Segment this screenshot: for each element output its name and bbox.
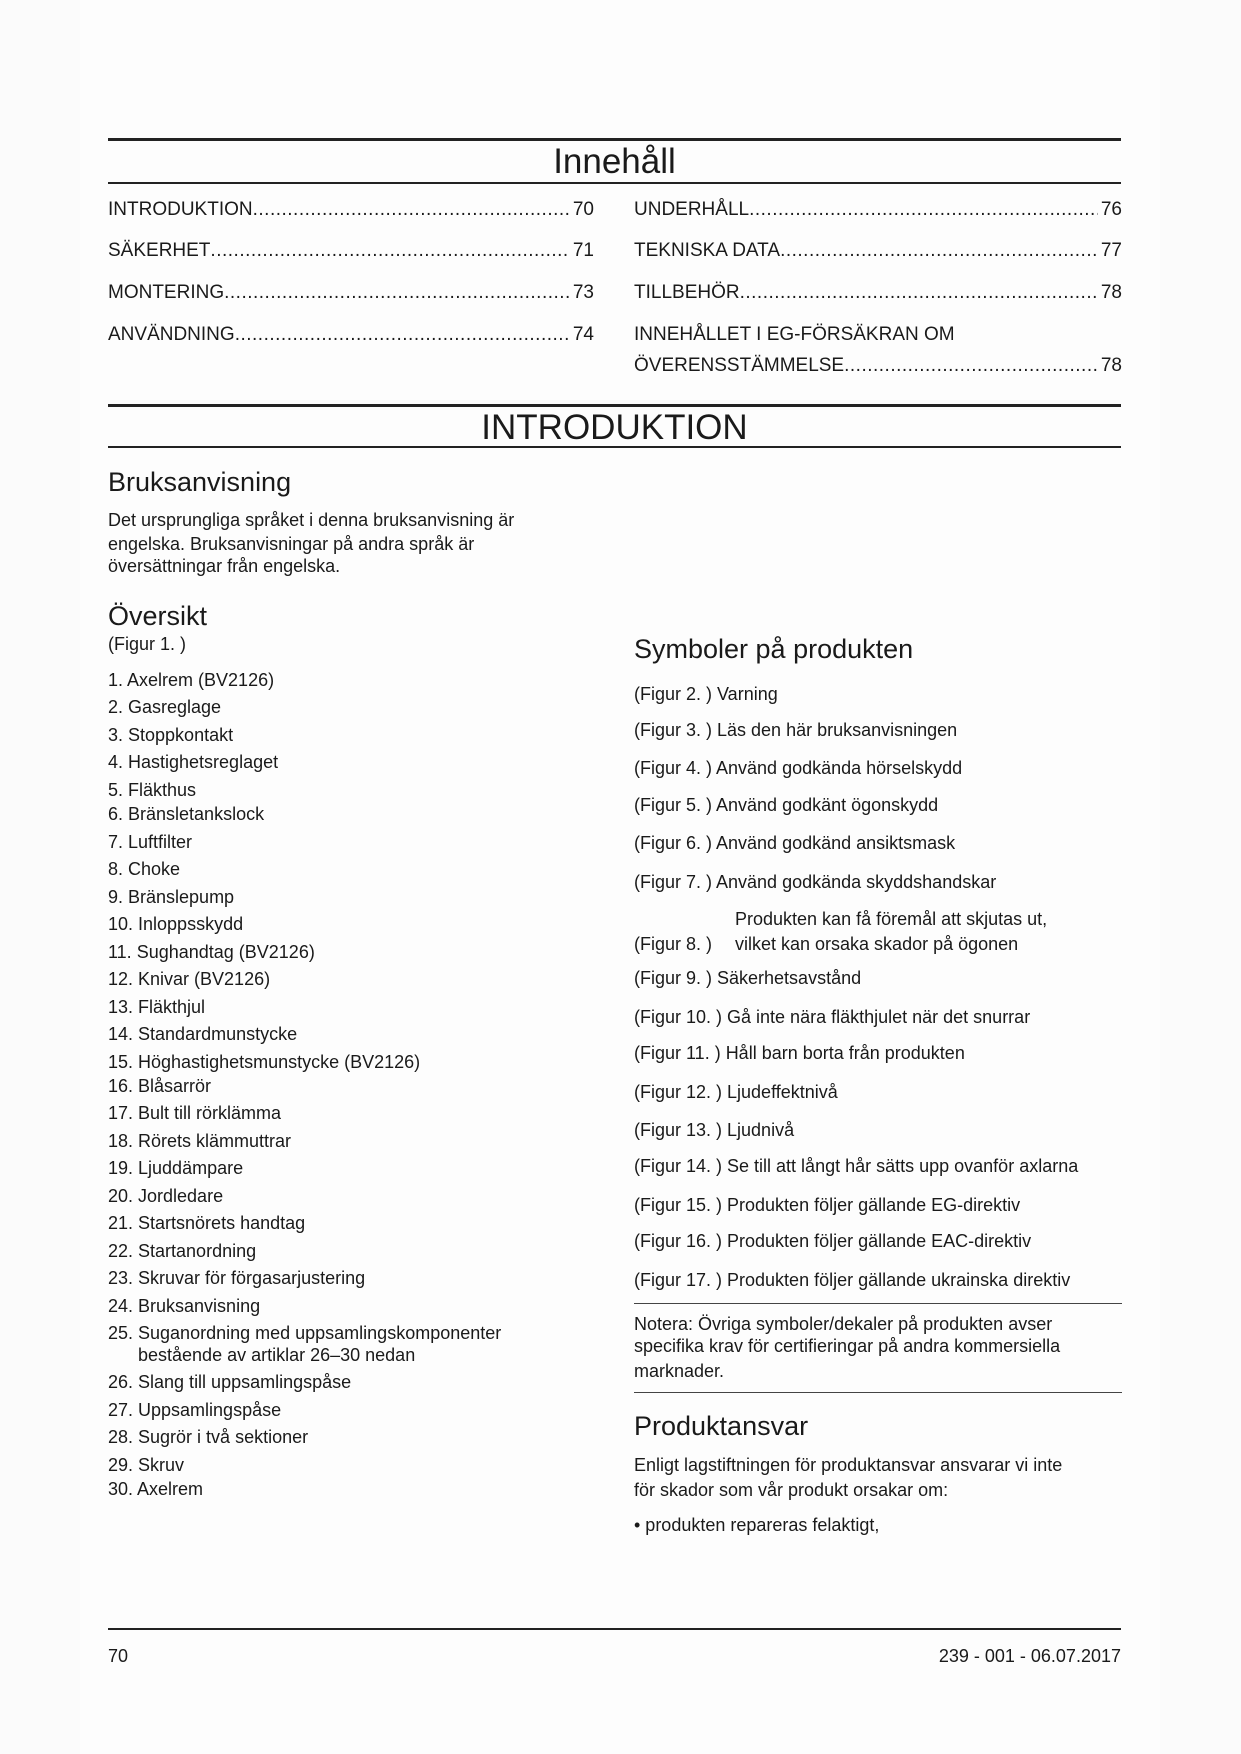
note-top-rule — [634, 1303, 1122, 1304]
list-item: 7. Luftfilter — [108, 832, 193, 852]
list-item: 14. Standardmunstycke — [108, 1024, 298, 1044]
symbol-item: (Figur 10. ) Gå inte nära fläkthjulet när det snurrar — [634, 1007, 1031, 1027]
oversikt-heading: Översikt — [108, 601, 208, 631]
note-line-2: specifika krav för certifieringar på andra kommersiella — [634, 1336, 1061, 1356]
list-item: 24. Bruksanvisning — [108, 1296, 261, 1316]
symbol-item: (Figur 12. ) Ljudeffektnivå — [634, 1082, 838, 1102]
note-line-1 — [634, 1313, 1052, 1336]
list-item: 19. Ljuddämpare — [108, 1158, 244, 1178]
list-item-continuation: bestående av artiklar 26–30 nedan — [138, 1345, 416, 1365]
produktansvar-heading: Produktansvar — [634, 1411, 809, 1441]
section-top-rule — [108, 404, 1121, 407]
list-item: 16. Blåsarrör — [108, 1076, 212, 1096]
list-item: 26. Slang till uppsamlingspåse — [108, 1372, 352, 1392]
list-item: 27. Uppsamlingspåse — [108, 1400, 282, 1420]
list-item: 6. Bränsletankslock — [108, 804, 265, 824]
toc-entry-tillbehor[interactable]: TILLBEHÖR ..... 78 — [634, 281, 1122, 305]
note-line-3: marknader. — [634, 1361, 725, 1381]
note-label: Notera: — [634, 1314, 694, 1334]
list-item: 17. Bult till rörklämma — [108, 1103, 282, 1123]
document-id: 239 - 001 - 06.07.2017 — [938, 1646, 1121, 1666]
bruksanvisning-heading: Bruksanvisning — [108, 467, 292, 497]
top-rule — [108, 138, 1121, 141]
toc-title-rule — [108, 182, 1121, 184]
toc-entry-eg-forsakran[interactable]: ÖVERENSSTÄMMELSE ..... 78 — [634, 354, 1122, 378]
list-item: 4. Hastighetsreglaget — [108, 752, 279, 772]
list-item: 3. Stoppkontakt — [108, 725, 234, 745]
toc-title: Innehåll — [553, 142, 676, 181]
list-item: 15. Höghastighetsmunstycke (BV2126) — [108, 1052, 421, 1072]
toc-entry-tekniska-data[interactable]: TEKNISKA DATA ..... 77 — [634, 239, 1122, 263]
symboler-heading: Symboler på produkten — [634, 634, 914, 664]
bruksanvisning-line-1: Det ursprungliga språket i denna bruksanvisning är — [108, 510, 515, 530]
symbol-item: (Figur 16. ) Produkten följer gällande EAC-direktiv — [634, 1231, 1032, 1251]
list-item: 29. Skruv — [108, 1455, 185, 1475]
oversikt-figure-ref: (Figur 1. ) — [108, 634, 187, 654]
bruksanvisning-line-2: engelska. Bruksanvisningar på andra språk är — [108, 534, 475, 554]
symbol-item: (Figur 9. ) Säkerhetsavstånd — [634, 968, 862, 988]
note-bottom-rule — [634, 1392, 1122, 1393]
footer-rule — [108, 1628, 1121, 1630]
list-item: 20. Jordledare — [108, 1186, 224, 1206]
symbol-figur8-line1: Produkten kan få föremål att skjutas ut, — [735, 909, 1048, 929]
symbol-item: (Figur 14. ) Se till att långt hår sätts upp ovanför axlarna — [634, 1156, 1079, 1176]
list-item: 12. Knivar (BV2126) — [108, 969, 271, 989]
list-item: 11. Sughandtag (BV2126) — [108, 942, 315, 962]
symbol-item: (Figur 7. ) Använd godkända skyddshandskar — [634, 872, 997, 892]
symbol-item: (Figur 11. ) Håll barn borta från produkten — [634, 1043, 965, 1063]
list-item: 2. Gasreglage — [108, 697, 222, 717]
list-item: 18. Rörets klämmuttrar — [108, 1131, 292, 1151]
symbol-item: (Figur 4. ) Använd godkända hörselskydd — [634, 758, 963, 778]
symbol-item: (Figur 13. ) Ljudnivå — [634, 1120, 795, 1140]
page-number: 70 — [108, 1646, 129, 1666]
list-item: 28. Sugrör i två sektioner — [108, 1427, 309, 1447]
symbol-item: (Figur 3. ) Läs den här bruksanvisningen — [634, 720, 958, 740]
symbol-item: (Figur 2. ) Varning — [634, 684, 778, 704]
toc-entry-underhall[interactable]: UNDERHÅLL ..... 76 — [634, 198, 1122, 222]
note-text: Övriga symboler/dekaler på produkten avser — [693, 1314, 1053, 1334]
toc-entry-sakerhet[interactable]: SÄKERHET ..... 71 — [108, 239, 594, 263]
list-item: 5. Fläkthus — [108, 780, 197, 800]
section-title-rule — [108, 446, 1121, 448]
list-item: 25. Suganordning med uppsamlingskomponenter — [108, 1323, 502, 1343]
toc-entry-eg-forsakran-line1[interactable]: INNEHÅLLET I EG-FÖRSÄKRAN OM — [634, 324, 955, 345]
bruksanvisning-line-3: översättningar från engelska. — [108, 556, 341, 576]
produktansvar-line-1: Enligt lagstiftningen för produktansvar ansvarar vi inte — [634, 1455, 1063, 1475]
section-title: INTRODUKTION — [481, 408, 748, 447]
produktansvar-line-2: för skador som vår produkt orsakar om: — [634, 1480, 949, 1500]
list-item: 23. Skruvar för förgasarjustering — [108, 1268, 366, 1288]
list-item: 1. Axelrem (BV2126) — [108, 670, 275, 690]
list-item: 9. Bränslepump — [108, 887, 235, 907]
symbol-item: (Figur 5. ) Använd godkänt ögonskydd — [634, 795, 939, 815]
symbol-figur8-line2: vilket kan orsaka skador på ögonen — [735, 934, 1019, 954]
list-item: 22. Startanordning — [108, 1241, 257, 1261]
list-item: 13. Fläkthjul — [108, 997, 206, 1017]
toc-entry-montering[interactable]: MONTERING ..... 73 — [108, 281, 594, 305]
symbol-figur8-ref: (Figur 8. ) — [634, 934, 713, 954]
symbol-item: (Figur 17. ) Produkten följer gällande ukrainska direktiv — [634, 1270, 1071, 1290]
list-item: 21. Startsnörets handtag — [108, 1213, 306, 1233]
symbol-item: (Figur 15. ) Produkten följer gällande EG-direktiv — [634, 1195, 1021, 1215]
list-item: 10. Inloppsskydd — [108, 914, 244, 934]
list-item: 30. Axelrem — [108, 1479, 204, 1499]
toc-entry-introduktion[interactable]: INTRODUKTION ..... 70 — [108, 198, 594, 222]
produktansvar-bullet: • produkten repareras felaktigt, — [634, 1515, 880, 1535]
toc-entry-anvandning[interactable]: ANVÄNDNING ..... 74 — [108, 323, 594, 347]
list-item: 8. Choke — [108, 859, 181, 879]
symbol-item: (Figur 6. ) Använd godkänd ansiktsmask — [634, 833, 956, 853]
page-sheet — [80, 0, 1160, 1754]
